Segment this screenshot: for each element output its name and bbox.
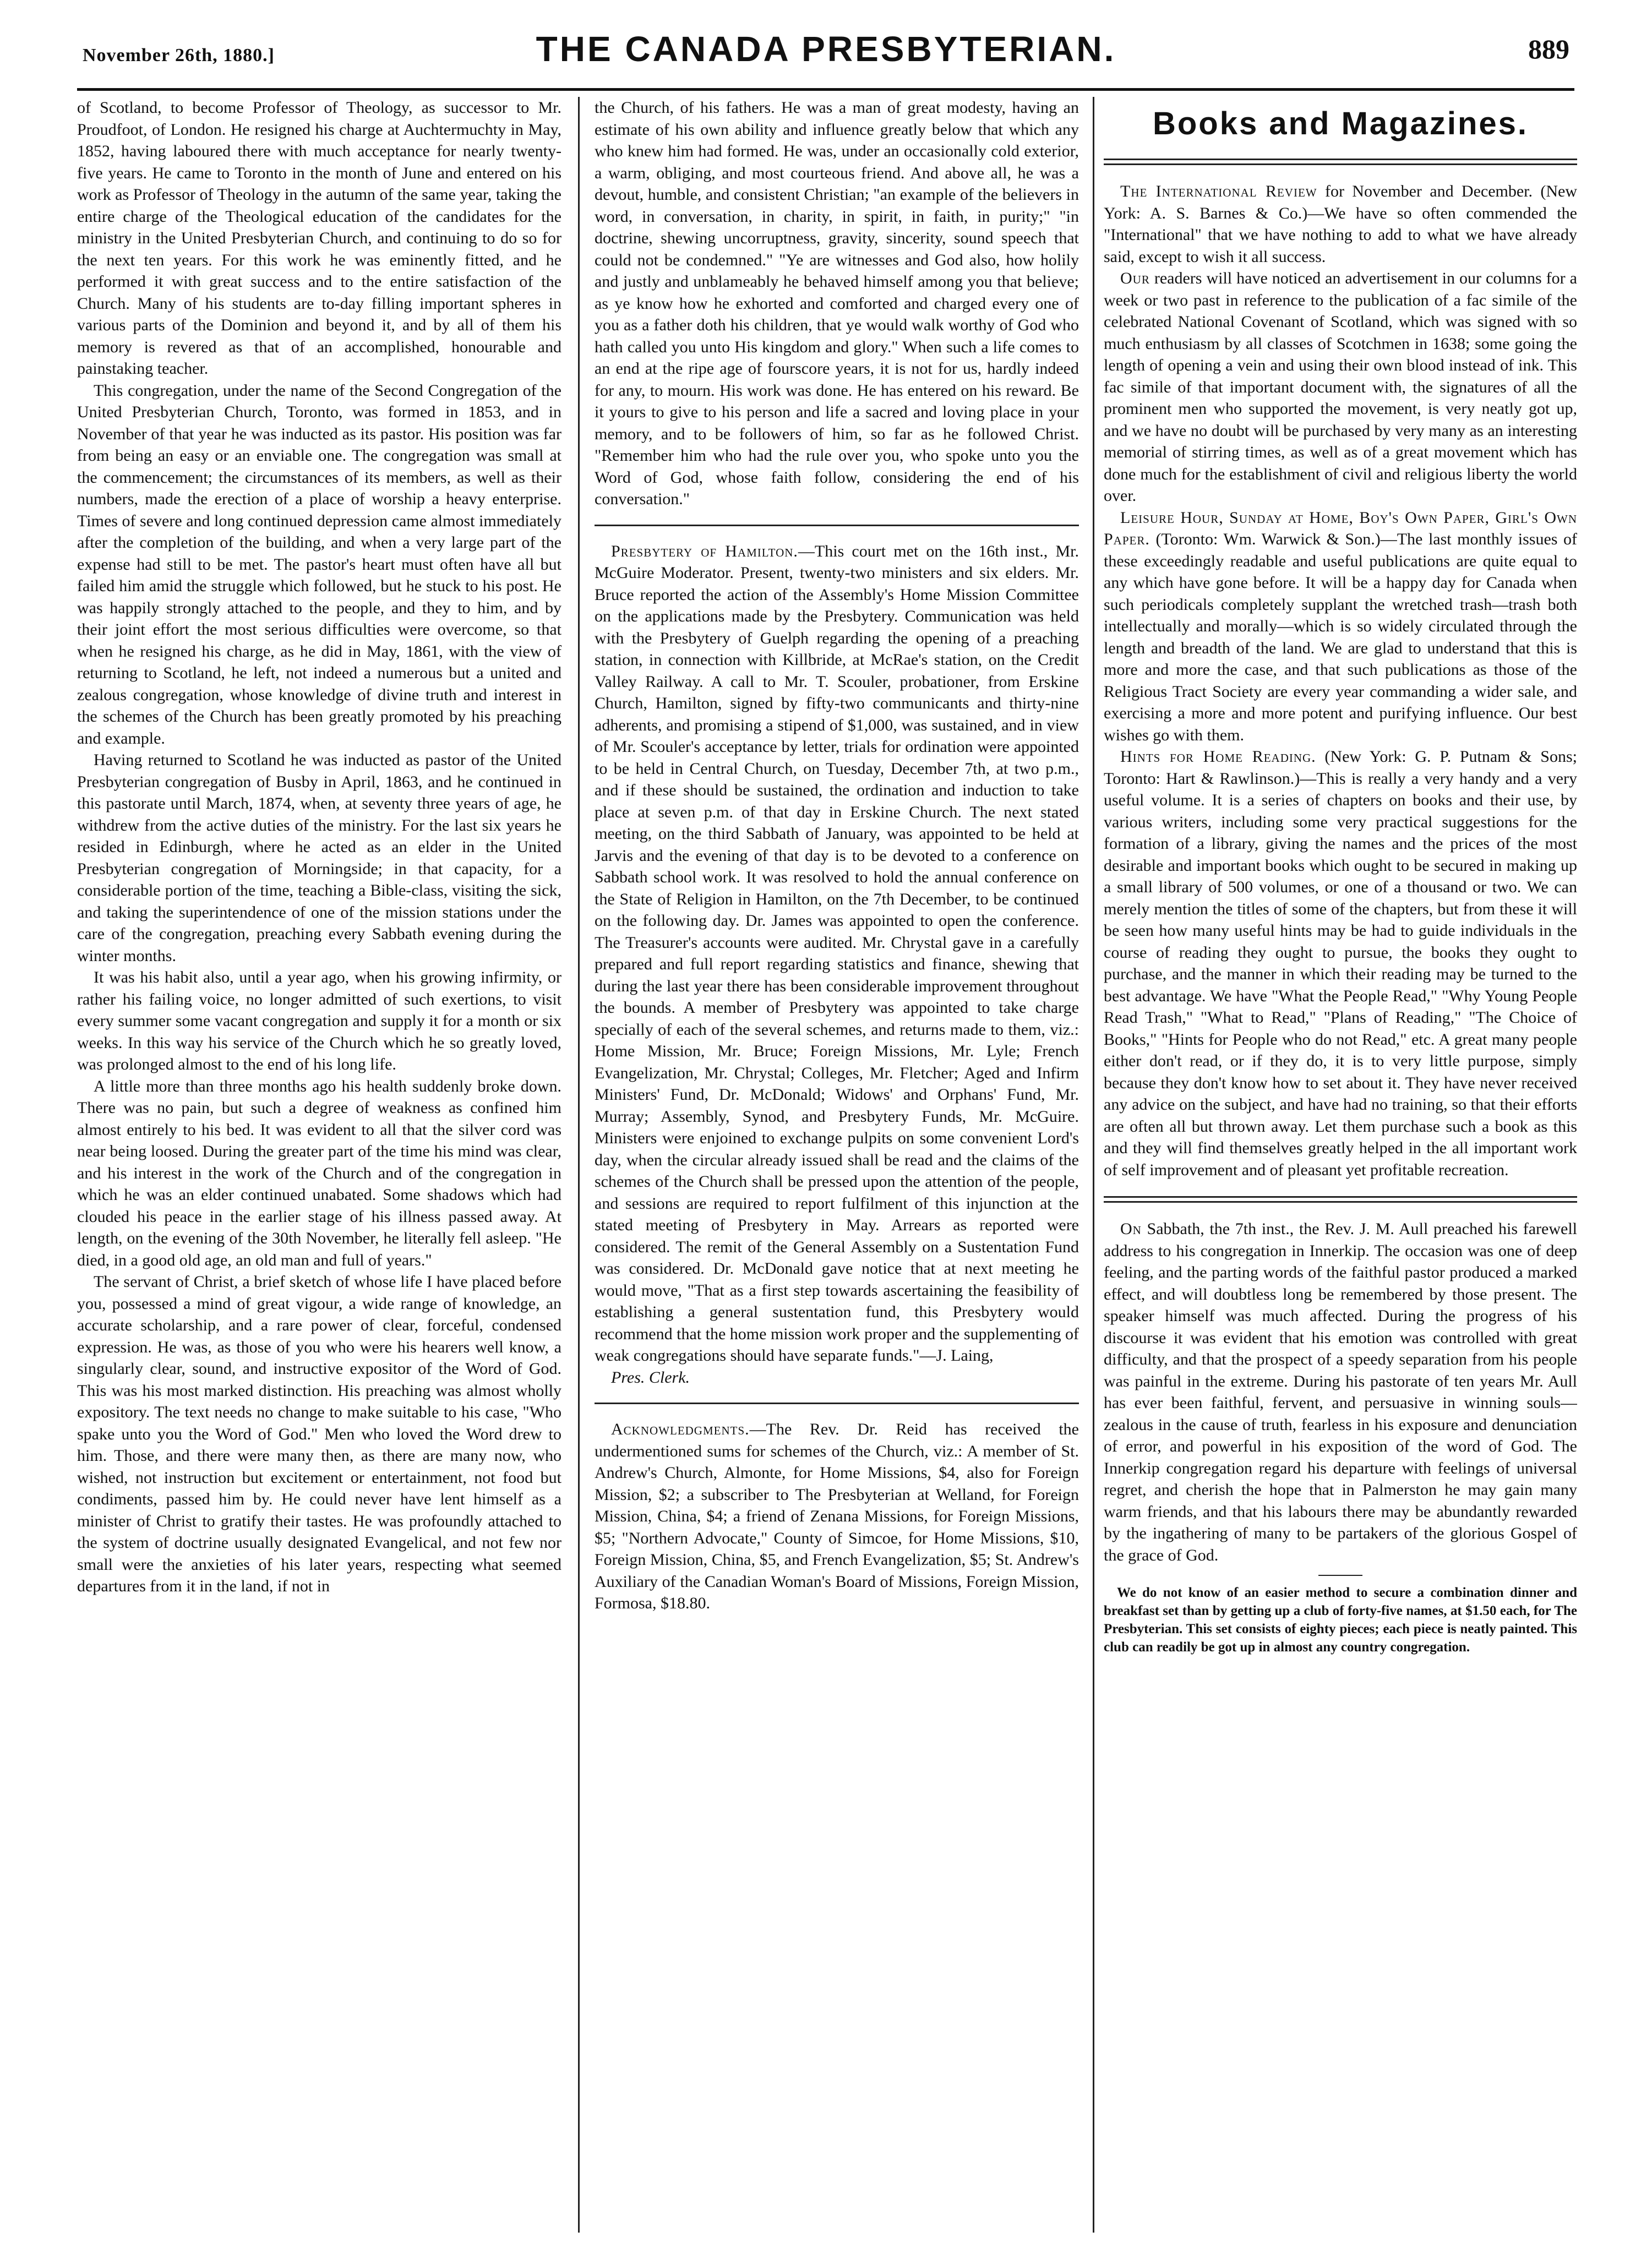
presbytery-body: —This court met on the 16th inst., Mr. McGuire Moderator. Present, twenty-two ministers and six elders. Mr. Bruce reported the action of the Assembly's Home Mission Committee on the applications made by the Presbytery. Communication was held with the Presbytery of Guelph regarding the opening of a preaching station, in connection with Killbride, at McRae's station, on the Credit Valley Railway. A call to Mr. T. Scouler, probationer, from Erskine Church, Hamilton, signed by fifty-two communicants and thirty-nine adherents, and promising a stipend of $1,000, was sustained, and in view of Mr. Scouler's acceptance by letter, trials for ordination were appointed to be held in Central Church, on Tuesday, December 7th, at two p.m., and if these should be sustained, the ordination and induction to take place at seven p.m. of that day in Erskine Church. The next stated meeting, on the third Sabbath of January, was appointed to be held at Jarvis and the evening of that day is to be devoted to a conference on Sabbath school work. It was resolved to hold the annual conference on the State of Religion in Hamilton, on the 7th December, to be continued on the following day. Dr. James was appointed to open the conference. The Treasurer's accounts were audited. Mr. Chrystal gave in a carefully prepared and full report regarding statistics and finance, shewing that during the last year there has been considerable improvement throughout the bounds. A member of Presbytery was appointed to take charge specially of each of the several schemes, and returns made to them, viz.: Home Mission, Mr. Bruce; Foreign Missions, Mr. Lyle; French Evangelization, Mr. Chrystal; Colleges, Mr. Fletcher; Aged and Infirm Ministers' Fund, Dr. McDonald; Widows' and Orphans' Fund, Mr. Murray; Assembly, Synod, and Presbytery Funds, Mr. McGuire. Ministers were enjoined to exchange pulpits on some convenient Lord's day, when the circular already issued shall be read and the claims of the schemes of the Church shall be pressed upon the attention of the people, and sessions are required to report fulfilment of this injunction at the stated meeting of Presbytery in May. Arrears as reported were considered. The remit of the General Assembly on a Sustentation Fund was considered. Dr. McDonald gave notice that at next meeting he would move, "That as a first step towards ascertaining the feasibility of establishing a general sustentation fund, this Presbytery would recommend that the home mission work proper and the supplementing of weak congregations should have separate funds."—J. Laing, (595, 542, 1079, 1365)
review-heading: Hints for Home Reading. (1120, 747, 1316, 766)
column-rule (578, 97, 580, 2233)
paragraph: It was his habit also, until a year ago, when his growing infirmity, or rather his failing voice, no longer admitted of such exertions, to visit every summer some vacant congregation and supply it for a month or six weeks. In this way his service of the Church which he so greatly loved, was prolonged almost to the end of his long life. (77, 968, 561, 1073)
acknowledgments-heading: Acknowledgments. (611, 1420, 750, 1438)
presbytery-report (595, 541, 1079, 1367)
presbytery-heading: Presbytery of Hamilton. (611, 542, 798, 560)
review (1104, 746, 1577, 1181)
section-divider (595, 1403, 1079, 1404)
section-divider (595, 525, 1079, 526)
club-notice-text: We do not know of an easier method to secure a combination dinner and breakfast set than by getting up a club of forty-five names, at $1.50 each, for The Presbyterian. This set consists of eighty pieces; each piece is neatly painted. This club can readily be got up in almost any country congregation. (1104, 1585, 1577, 1655)
running-head (0, 0, 1652, 88)
review (1104, 268, 1577, 507)
acknowledgments (595, 1418, 1079, 1614)
review-body: (New York: G. P. Putnam & Sons; Toronto: Hart & Rawlinson.)—This is really a very handy and a very useful volume. It is a series of chapters on books and their use, by various writers, including some very practical suggestions for the formation of a library, giving the names and the prices of the most desirable and important books which ought to be secured in making up a small library of 500 volumes, or one of a thousand or two. We can merely mention the titles of some of the chapters, but from these it will be seen how many useful hints may be had to guide individuals in the course of reading they ought to pursue, the books they ought to purchase, and the manner in which their reading may be turned to the best advantage. We have "What the People Read," "Why Young People Read Trash," "What to Read," "Plans of Reading," "The Choice of Books," "Hints for People who do not Read," etc. A great many people either don't read, or if they do, it is to very little purpose, simply because they don't know how to set about it. They have never received any advice on the subject, and have had no training, so that their efforts are often all but thrown away. Let them purchase such a book as this and they will find themselves greatly helped in the all important work of self improvement and of pleasant yet profitable recreation. (1104, 747, 1577, 1179)
column-obituary (77, 97, 561, 2233)
review-body: (Toronto: Wm. Warwick & Son.)—The last monthly issues of these exceedingly readable and useful publications are quite equal to any which have gone before. It will be a happy day for Canada when such periodicals completely supplant the wretched trash—trash both intellectually and morally—which is so widely circulated through the length and breadth of the land. We are glad to understand that this is more and more the case, and that such publications as those of the Religious Tract Society are every year commanding a wider sale, and exercising a more and more potent and purifying influence. Our best wishes go with them. (1104, 530, 1577, 744)
acknowledgments-body: —The Rev. Dr. Reid has received the undermentioned sums for schemes of the Church, viz.: A member of St. Andrew's Church, Almonte, for Home Missions, $4, also for Foreign Mission, $2; a subscriber to The Presbyterian at Welland, for Foreign Mission, China, $4; a friend of Zenana Missions, for Foreign Missions, $5; "Northern Advocate," County of Simcoe, for Home Missions, $10, Foreign Mission, China, $5, and French Evangelization, $5; St. Andrew's Auxiliary of the Canadian Woman's Board of Missions, Foreign Mission, Formosa, $18.80. (595, 1420, 1079, 1612)
issue-date: November 26th, 1880.] (83, 45, 275, 66)
farewell-body: Sabbath, the 7th inst., the Rev. J. M. Aull preached his farewell address to his congregation in Innerkip. The occasion was one of deep feeling, and the parting words of the faithful pastor produced a marked effect, and will doubtless long be remembered by those present. The speaker himself was much affected. During the progress of his discourse it was evident that his emotion was controlled with great difficulty, and that the prospect of a speedy separation from his people was painful in the extreme. During his pastorate of ten years Mr. Aull has ever been faithful, fervent, and persuasive in winning souls—zealous in the cause of truth, fearless in his exposure and denunciation of error, and powerful in his exposition of the word of God. The Innerkip congregation regard his departure with feelings of universal regret, and cherish the hope that in Palmerston he may gain many warm friends, and that his labours there may be abundantly rewarded by the ingathering of many to be partakers of the glorious Gospel of the grace of God. (1104, 1220, 1577, 1564)
column-rule (1093, 97, 1094, 2233)
review-heading: Leisure Hour, Sunday at Home, Boy's Own Paper, Girl's Own Paper. (1104, 508, 1577, 548)
section-divider (1104, 1196, 1577, 1203)
paragraph: Having returned to Scotland he was inducted as pastor of the United Presbyterian congregation of Busby in April, 1863, and he continued in this pastorate until March, 1874, when, at seventy three years of age, he withdrew from the active duties of the ministry. For the last six years he resided in Edinburgh, where he acted as an elder in the United Presbyterian congregation of Morningside; in that capacity, for a considerable portion of the time, teaching a Bible-class, visiting the sick, and taking the superintendence of one of the mission stations under the care of the congregation, preaching every Sabbath evening during the winter months. (77, 751, 561, 965)
presbytery-signoff: Pres. Clerk. (611, 1368, 690, 1387)
review-heading: Our (1120, 269, 1150, 287)
masthead-title: THE CANADA PRESBYTERIAN. (536, 29, 1116, 69)
review (1104, 181, 1577, 268)
farewell-heading: On (1120, 1220, 1142, 1238)
obituary-continuation: the Church, of his fathers. He was a man of great modesty, having an estimate of his own ability and influence greatly below that which any who knew him had formed. He was, under an occasionally cold exterior, a warm, obliging, and most courteous friend. And above all, he was a devout, humble, and consistent Christian; "an example of the believers in word, in conversation, in charity, in spirit, in faith, in purity;" "in doctrine, shewing uncorruptness, gravity, sincerity, sound speech that could not be condemned." "Ye are witnesses and God also, how holily and justly and unblameably he behaved himself among you that believe; as ye know how he exhorted and comforted and charged every one of you as a father doth his children, that ye would walk worthy of God who hath called you unto His kingdom and glory." When such a life comes to an end at the ripe age of fourscore years, it is not for us, hardly indeed for any, to mourn. His work was done. He has entered on his reward. Be it yours to give to his person and life a sacred and loving place in your memory, and to be followers of him, so far as he followed Christ. "Remember him who had the rule over you, who spoke unto you the Word of God, whose faith follow, considering the end of his conversation." (595, 99, 1079, 508)
header-rule (77, 88, 1574, 91)
section-title: Books and Magazines. (1152, 106, 1529, 141)
column-books-magazines (1104, 97, 1577, 2233)
review (1104, 507, 1577, 746)
review-body: for November and December. (New York: A. S. Barnes & Co.)—We have so often commended the "International" that we have nothing to add to what we have already said, except to wish it all success. (1104, 182, 1577, 266)
paragraph: of Scotland, to become Professor of Theology, as successor to Mr. Proudfoot, of London. He resigned his charge at Auchtermuchty in May, 1852, having laboured there with much acceptance for nearly twenty-five years. He came to Toronto in the month of June and entered on his work as Professor of Theology in the autumn of the same year, taking the entire charge of the Theological education of the candidates for the ministry in the United Presbyterian Church, and continuing to do so for the next ten years. For this work he was eminently fitted, and he performed it with great success and to the entire satisfaction of the Church. Many of his students are to-day filling important spheres in various parts of the Dominion and beyond it, and by all of them his memory is revered as that of an accomplished, honourable and painstaking teacher. (77, 99, 561, 378)
title-rule (1104, 159, 1577, 165)
club-notice (1104, 1584, 1577, 1656)
review-body: readers will have noticed an advertisement in our columns for a week or two past in reference to the publication of a fac simile of the celebrated National Covenant of Scotland, which was signed with so much enthusiasm by all classes of Scotchmen in 1638; some going the length of opening a vein and using their own blood instead of ink. This fac simile of that important document with, the signatures of all the prominent men who supported the movement, is very neatly got up, and we have no doubt will be purchased by very many as an interesting memorial of stirring times, as well as of a great movement which has done much for the establishment of civil and religious liberty the world over. (1104, 269, 1577, 505)
page-number: 889 (1528, 34, 1569, 64)
paragraph: The servant of Christ, a brief sketch of whose life I have placed before you, possessed a mind of great vigour, a wide range of knowledge, an accurate scholarship, and a rare power of clear, forceful, condensed expression. He was, as those of you who were his hearers well know, a singularly clear, sound, and instructive expositor of the Word of God. This was his most marked distinction. His preaching was almost wholly expository. The text needs no change to make suitable to his case, "Who spake unto you the Word of God." Men who loved the Word drew to him. Those, and there were many then, as there are many now, who wished, not instruction but excitement or entertainment, not food but condiments, passed him by. He could never have lent himself as a minister of Christ to gratify their tastes. He was profoundly attached to the system of doctrine usually designated Evangelical, and not few nor small were the anxieties of his later years, respecting what seemed departures from it in the land, if not in (77, 1273, 561, 1595)
review-heading: The International Review (1120, 182, 1317, 200)
paragraph: A little more than three months ago his health suddenly broke down. There was no pain, but such a degree of weakness as confined him almost entirely to his bed. It was evident to all that the silver cord was near being loosed. During the greater part of the time his mind was clear, and his interest in the work of the Church and of the congregation in which he was an elder continued unabated. Some shadows which had clouded his peace in the earlier stage of his illness passed away. At length, on the evening of the 30th November, he literally fell asleep. "He died, in a good old age, an old man and full of years." (77, 1077, 561, 1269)
paragraph: This congregation, under the name of the Second Congregation of the United Presbyterian Church, Toronto, was formed in 1853, and in November of that year he was inducted as its pastor. His position was far from being an easy or an enviable one. The congregation was small at the commencement; the circumstances of its members, as well as their numbers, made the erection of a place of worship a heavy enterprise. Times of severe and long continued depression came almost immediately after the completion of the building, and when a very large part of the expense had still to be met. The pastor's heart must often have all but failed him amid the struggle which followed, but he stuck to his post. He was happily strongly attached to the people, and they to him, and by their joint effort the most serious difficulties were overcome, so that when he resigned his charge, as he did in May, 1861, with the view of returning to Scotland, he left, not indeed a numerous but a united and zealous congregation, whose knowledge of divine truth and interest in the schemes of the Church has been greatly promoted by his preaching and example. (77, 381, 561, 747)
short-divider (1318, 1575, 1362, 1576)
farewell-item (1104, 1218, 1577, 1566)
column-church-news (595, 97, 1079, 2233)
